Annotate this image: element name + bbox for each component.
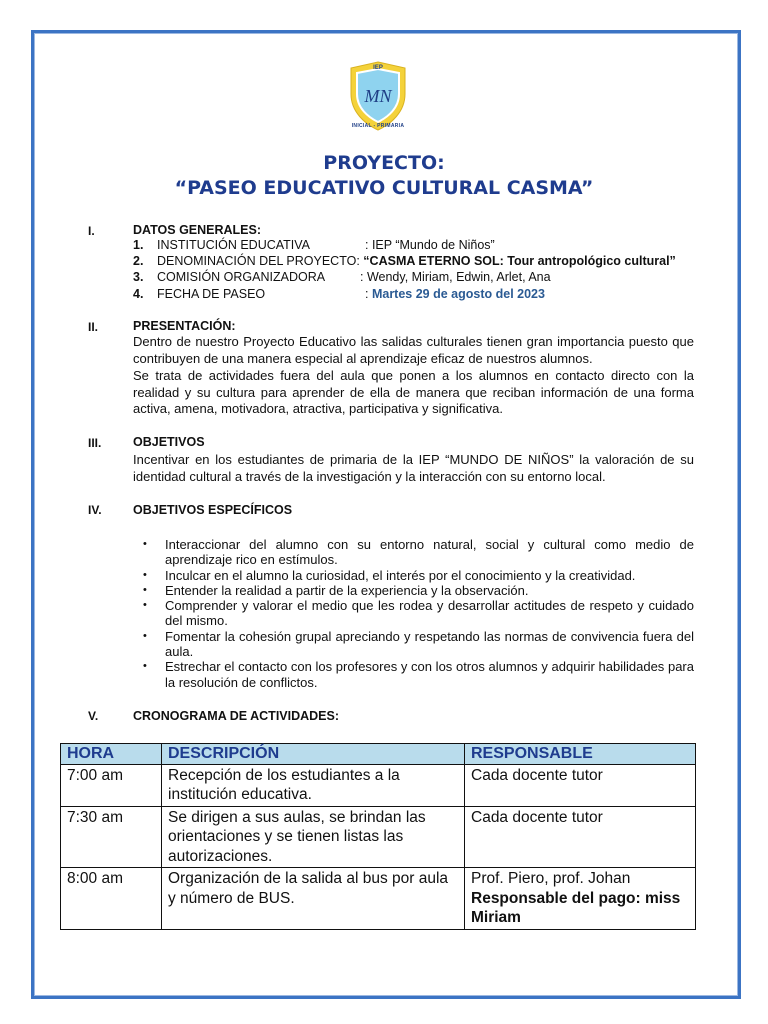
cell-descripcion: Recepción de los estudiantes a la institución educativa. xyxy=(162,764,465,806)
title-line-2: “PASEO EDUCATIVO CULTURAL CASMA” xyxy=(174,177,594,199)
cell-hora: 8:00 am xyxy=(61,868,162,930)
datos-item-number: 3. xyxy=(133,270,144,284)
datos-item-2 xyxy=(133,254,733,270)
datos-item-1 xyxy=(133,238,733,254)
list-item-text: Inculcar en el alumno la curiosidad, el interés por el conocimiento y la creatividad. xyxy=(165,567,636,583)
bullet-icon: • xyxy=(143,583,147,596)
list-item xyxy=(133,659,694,690)
list-item-text: Fomentar la cohesión grupal apreciando y respetando las normas de convivencia fuera del aula. xyxy=(165,628,694,660)
list-item xyxy=(133,537,694,568)
responsable-pago-text: Responsable del pago: miss Miriam xyxy=(471,889,681,926)
header-hora: HORA xyxy=(61,744,162,765)
datos-item-value: Wendy, Miriam, Edwin, Arlet, Ana xyxy=(366,270,551,284)
table-header-row xyxy=(61,744,696,765)
section-5-number: V. xyxy=(88,709,99,723)
school-shield-logo xyxy=(347,60,409,132)
presentacion-paragraph-1: Dentro de nuestro Proyecto Educativo las salidas culturales tienen gran importancia puesto que contribuyen de una manera especial al aprendizaje eficaz de nuestros alumnos. xyxy=(133,334,694,366)
list-item-text: Estrechar el contacto con los profesores y con los otros alumnos y adquirir habilidades para la resolución de conflictos. xyxy=(165,659,694,690)
logo-monogram: MN xyxy=(364,86,392,106)
objetivos-especificos-list xyxy=(133,537,694,690)
logo-top-text: IEP xyxy=(373,65,383,71)
responsable-text: Cada docente tutor xyxy=(471,766,603,784)
logo-subtitle: INICIAL - PRIMARIA xyxy=(351,123,405,129)
cell-descripcion: Se dirigen a sus aulas, se brindan las orientaciones y se tienen listas las autorizaciones. xyxy=(162,806,465,868)
datos-item-value: Martes 29 de agosto del 2023 xyxy=(371,287,545,301)
bullet-icon: • xyxy=(143,599,147,612)
list-item-text: Comprender y valorar el medio que les rodea y desarrollar actitudes de respeto y cuidado del mismo. xyxy=(165,598,694,629)
datos-item-label: FECHA DE PASEO xyxy=(157,287,266,301)
datos-item-value: IEP “Mundo de Niños” xyxy=(371,238,495,252)
datos-item-number: 1. xyxy=(133,238,144,252)
title-line-1: PROYECTO: xyxy=(323,152,445,174)
section-3-heading: OBJETIVOS xyxy=(133,435,205,449)
list-item-text: Entender la realidad a partir de la experiencia y la observación. xyxy=(165,582,529,598)
cell-responsable xyxy=(465,764,696,806)
datos-item-4 xyxy=(133,287,733,303)
section-3-number: III. xyxy=(88,436,102,450)
responsable-text: Prof. Piero, prof. Johan xyxy=(471,870,631,887)
cell-hora: 7:00 am xyxy=(61,764,162,806)
header-responsable: RESPONSABLE xyxy=(465,744,696,765)
list-item xyxy=(133,629,694,660)
list-item-text: Interaccionar del alumno con su entorno natural, social y cultural como medio de aprendizaje rico en estímulos. xyxy=(165,537,694,568)
bullet-icon: • xyxy=(143,538,147,550)
presentacion-paragraph-2: Se trata de actividades fuera del aula que ponen a los alumnos en contacto directo con la realidad y su cultura para aprender de ella de manera que reciban información de una forma activa, amena, motivadora, atractiva, participativa y significativa. xyxy=(133,368,694,416)
bullet-icon: • xyxy=(143,660,147,673)
bullet-icon: • xyxy=(143,629,147,642)
bullet-icon: • xyxy=(143,568,147,581)
section-1-number: I. xyxy=(88,224,95,238)
section-2-number: II. xyxy=(88,320,99,334)
table-row xyxy=(61,764,696,806)
objetivos-paragraph: Incentivar en los estudiantes de primaria de la IEP “MUNDO DE NIÑOS” la valoración de su identidad cultural a través de la investigación y la interacción con su entorno local. xyxy=(133,452,694,484)
datos-item-sep: : xyxy=(360,270,367,284)
datos-item-label: COMISIÓN ORGANIZADORA xyxy=(157,270,326,284)
cronograma-table xyxy=(60,743,696,930)
datos-item-value: “CASMA ETERNO SOL: Tour antropológico cultural” xyxy=(363,254,676,268)
cell-responsable xyxy=(465,868,696,930)
datos-item-number: 4. xyxy=(133,287,144,301)
list-item xyxy=(133,598,694,629)
table-row xyxy=(61,868,696,930)
section-2-heading: PRESENTACIÓN: xyxy=(133,319,236,333)
cell-responsable xyxy=(465,806,696,868)
section-5-heading: CRONOGRAMA DE ACTIVIDADES: xyxy=(133,709,340,723)
datos-item-label: DENOMINACIÓN DEL PROYECTO: xyxy=(157,254,360,268)
datos-item-sep: : xyxy=(365,287,372,301)
list-item xyxy=(133,583,694,598)
list-item xyxy=(133,568,694,583)
section-1-heading: DATOS GENERALES: xyxy=(133,223,262,237)
responsable-text: Cada docente tutor xyxy=(471,808,603,826)
table-row xyxy=(61,806,696,868)
section-4-number: IV. xyxy=(88,503,102,517)
section-4-heading: OBJETIVOS ESPECÍFICOS xyxy=(133,503,293,517)
header-descripcion: DESCRIPCIÓN xyxy=(162,744,465,765)
datos-item-3 xyxy=(133,270,733,286)
datos-item-number: 2. xyxy=(133,254,144,268)
datos-item-sep: : xyxy=(365,238,372,252)
cell-descripcion: Organización de la salida al bus por aula y número de BUS. xyxy=(162,868,465,930)
datos-item-label: INSTITUCIÓN EDUCATIVA xyxy=(157,238,311,252)
cell-hora: 7:30 am xyxy=(61,806,162,868)
